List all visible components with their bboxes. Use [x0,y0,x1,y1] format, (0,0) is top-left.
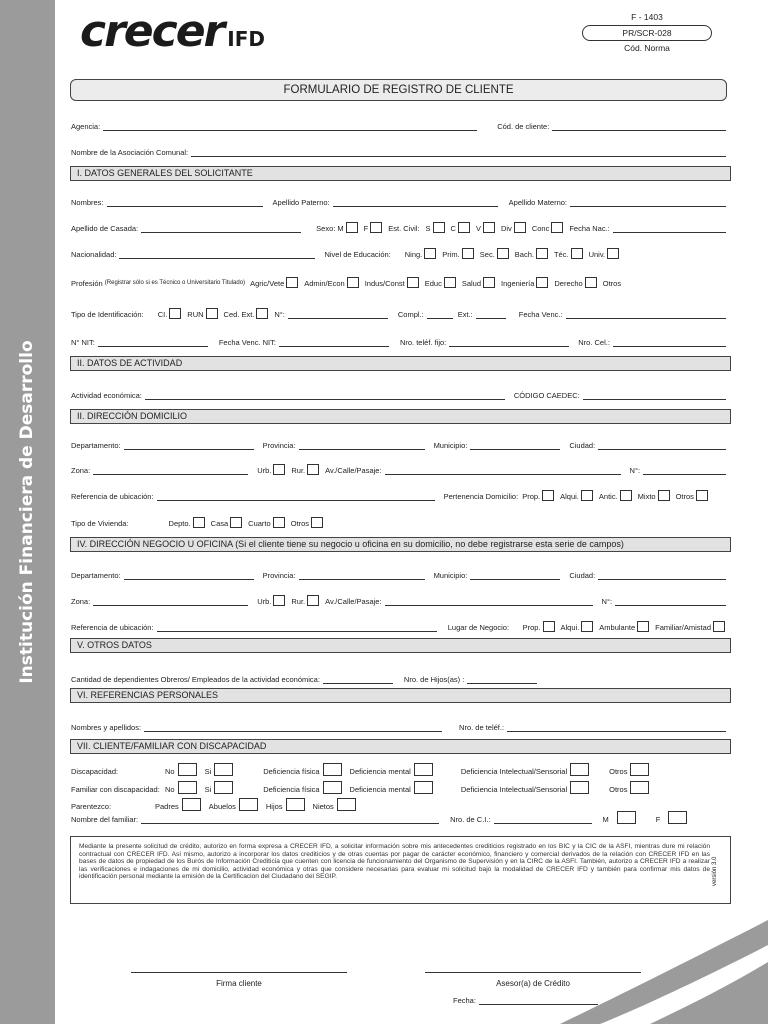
row-dom-depto [71,436,731,450]
sexo-m-label: Sexo: M [316,224,344,233]
edu-sec-checkbox[interactable] [497,248,509,259]
ext-label: Ext.: [457,310,473,319]
dom-zona-label: Zona: [71,466,91,475]
civil-div-label: Div [500,224,512,233]
row-neg-depto [71,566,731,580]
id-ced-ext-label: Ced. Ext. [223,310,255,319]
date-label: Fecha: [453,996,476,1005]
neg-provincia-label: Provincia: [262,571,296,580]
prof-salud-checkbox[interactable] [483,277,495,288]
dom-depto-label: Departamento: [71,441,121,450]
sidebar [0,0,55,1024]
crecer-logo [80,6,265,58]
advisor-signature-label: Asesor(a) de Crédito [496,979,570,988]
decorative-swoosh [500,900,768,1024]
neg-rur-checkbox[interactable] [307,595,319,606]
fecha-nac-field[interactable] [613,224,726,233]
dom-ref-field[interactable] [157,492,435,501]
nombres-field[interactable] [107,198,263,207]
par-hijos-label: Hijos [265,802,283,811]
cod-cliente-label: Cód. de cliente: [497,122,550,131]
nivel-edu-label: Nivel de Educación: [324,250,391,259]
fam-fisica-label: Deficiencia física [263,785,320,794]
norm-label: Cód. Norma [624,43,670,53]
hijos-label: Nro. de Hijos(as) : [403,675,465,684]
client-signature-label: Firma cliente [216,979,262,988]
row-nombres [71,193,731,207]
disc-otros-label: Otros [609,767,628,776]
hijos-field[interactable] [467,675,537,684]
form-codes [582,12,712,53]
edu-univ-label: Univ. [588,250,606,259]
logo-sub: IFD [227,27,265,51]
neg-provincia-field[interactable] [299,571,425,580]
row-dom-ref [71,487,731,501]
disc-intelectual-label: Deficiencia Intelectual/Sensorial [460,767,568,776]
viv-cuarto-checkbox[interactable] [273,517,285,528]
ap-casada-label: Apellido de Casada: [71,224,139,233]
nombres-label: Nombres: [71,198,104,207]
par-nietos-label: Nietos [312,802,334,811]
prof-derecho-label: Derecho [554,279,583,288]
neg-municipio-field[interactable] [470,571,560,580]
par-abuelos-label: Abuelos [208,802,236,811]
lug-alqui-label: Alqui. [560,623,580,632]
fam-si-label: Si [204,785,212,794]
row-agencia [71,117,731,131]
neg-av-label: Av./Calle/Pasaje: [325,597,382,606]
fam-fisica-checkbox[interactable] [323,781,342,794]
pert-otros-label: Otros [675,492,694,501]
lug-alqui-checkbox[interactable] [581,621,593,632]
asociacion-field[interactable] [191,148,726,157]
viv-otros-label: Otros [290,519,310,528]
edu-bach-checkbox[interactable] [536,248,548,259]
row-neg-ref [71,618,731,632]
id-run-label: RUN [187,310,204,319]
fecha-venc-field[interactable] [566,310,726,319]
neg-ciudad-field[interactable] [598,571,726,580]
pert-otros-checkbox[interactable] [696,490,708,501]
prof-otros-label: Otros [602,279,622,288]
ref-telf-field[interactable] [507,723,726,732]
civil-conc-checkbox[interactable] [551,222,563,233]
cod-cliente-field[interactable] [552,122,726,131]
ap-materno-label: Apellido Materno: [508,198,568,207]
neg-depto-label: Departamento: [71,571,121,580]
pert-antic-checkbox[interactable] [620,490,632,501]
civil-s-label: S [425,224,431,233]
pert-alqui-checkbox[interactable] [581,490,593,501]
id-no-label: N°: [274,310,285,319]
lug-familiar-checkbox[interactable] [713,621,725,632]
consent-text: Mediante la presente solicitud de crédito, autorizo en forma expresa a CRECER IFD, a solicitar información sobre mis antecedentes crediticios registrado en los BIC y la CIC de la ASFI, mientras dure mi relación contractual con CRECER IFD. Así mismo, autorizo a incorporar los datos crediticios y de otras cuentas por pagar de carácter económico, financiero y comercial derivados de la relación con CRECER IFD en las bases de datos de propiedad de los Burós de Información Crediticia que cuenten con licencia de funcionamiento del Organismo de Supervisión y en la CIRC de la ASFI. También, autorizo a CRECER IFD a realizar las verificaciones e indagaciones de mi domicilio, actividad económica y otras que considere necesarias para evaluar mi solicitud bajo la modalidad de CRECER IFD y también para confirmar mis datos de identificación personal mediante la emisión de la Certificacion del Ciudadano del SEGIP. [70,836,731,904]
fam-intelectual-checkbox[interactable] [570,781,589,794]
ext-field[interactable] [476,310,506,319]
id-ced-ext-checkbox[interactable] [256,308,268,319]
prof-salud-label: Salud [461,279,482,288]
dom-provincia-field[interactable] [299,441,425,450]
row-nombre-familiar [71,810,731,824]
dom-ciudad-label: Ciudad: [569,441,596,450]
dom-rur-label: Rur. [291,466,306,475]
row-neg-zona [71,592,731,606]
id-ci-label: CI. [157,310,168,319]
compl-field[interactable] [427,310,453,319]
pert-prop-checkbox[interactable] [542,490,554,501]
disc-mental-label: Deficiencia mental [349,767,411,776]
disc-otros-checkbox[interactable] [630,763,649,776]
neg-no-label: N°: [601,597,613,606]
fam-ci-field[interactable] [494,815,592,824]
agencia-field[interactable] [103,122,477,131]
fam-ci-label: Nro. de C.I.: [450,815,491,824]
prof-admin-checkbox[interactable] [347,277,359,288]
neg-municipio-label: Municipio: [433,571,468,580]
profesion-label: Profesión [71,279,103,288]
nacionalidad-field[interactable] [119,250,315,259]
row-profesion [71,274,731,288]
fam-no-checkbox[interactable] [178,781,197,794]
fam-mental-label: Deficiencia mental [349,785,411,794]
logo-main: crecer [80,6,224,57]
dom-rur-checkbox[interactable] [307,464,319,475]
pert-mixto-checkbox[interactable] [658,490,670,501]
lug-familiar-label: Familiar/Amistad [655,623,711,632]
sexo-f-label: F [363,224,369,233]
neg-ciudad-label: Ciudad: [569,571,596,580]
viv-depto-checkbox[interactable] [193,517,205,528]
dom-zona-field[interactable] [93,466,248,475]
disc-fisica-label: Deficiencia física [263,767,320,776]
telf-fijo-field[interactable] [449,338,569,347]
nit-field[interactable] [98,338,208,347]
nacionalidad-label: Nacionalidad: [71,250,117,259]
row-casada [71,219,731,233]
neg-av-field[interactable] [385,597,593,606]
dom-depto-field[interactable] [124,441,254,450]
id-ci-checkbox[interactable] [169,308,181,319]
viv-depto-label: Depto. [168,519,191,528]
prof-agric-checkbox[interactable] [286,277,298,288]
dom-av-label: Av./Calle/Pasaje: [325,466,382,475]
profesion-note: (Registrar sólo si es Técnico o Universitario Titulado) [104,280,246,286]
section-2-header: II. DATOS DE ACTIVIDAD [70,356,731,371]
fam-no-label: No [165,785,175,794]
caedec-field[interactable] [583,391,726,400]
lug-prop-checkbox[interactable] [543,621,555,632]
fam-m-label: M [602,815,609,824]
edu-univ-checkbox[interactable] [607,248,619,259]
neg-ref-field[interactable] [157,623,437,632]
ap-materno-field[interactable] [570,198,726,207]
telf-fijo-label: Nro. teléf. fijo: [399,338,447,347]
edu-ning-label: Ning. [404,250,423,259]
prof-ing-checkbox[interactable] [536,277,548,288]
edu-prim-label: Prim. [442,250,460,259]
disc-mental-checkbox[interactable] [414,763,433,776]
viv-casa-checkbox[interactable] [230,517,242,528]
viv-otros-checkbox[interactable] [311,517,323,528]
viv-casa-label: Casa [210,519,229,528]
dom-no-field[interactable] [643,466,726,475]
vivienda-label: Tipo de Vivienda: [71,519,129,528]
row-asociacion [71,143,731,157]
pertenencia-label: Pertenencia Domicilio: [443,492,519,501]
compl-label: Compl.: [397,310,424,319]
ap-paterno-field[interactable] [333,198,498,207]
client-signature-line[interactable] [131,972,347,988]
sidebar-text: Institución Financiera de Desarrollo [17,340,37,684]
dependientes-label: Cantidad de dependientes Obreros/ Empleados de la actividad económica: [71,675,320,684]
lug-ambulante-checkbox[interactable] [637,621,649,632]
cel-label: Nro. Cel.: [578,338,610,347]
edu-ning-checkbox[interactable] [424,248,436,259]
dom-urb-label: Urb. [257,466,272,475]
prof-ing-label: Ingeniería [501,279,535,288]
disc-no-label: No [165,767,175,776]
row-nacionalidad [71,245,731,259]
pert-alqui-label: Alqui. [560,492,579,501]
ap-paterno-label: Apellido Paterno: [272,198,330,207]
fam-f-checkbox[interactable] [668,811,687,824]
civil-div-checkbox[interactable] [514,222,526,233]
dom-ref-label: Referencia de ubicación: [71,492,154,501]
id-no-field[interactable] [288,310,388,319]
lug-ambulante-label: Ambulante [599,623,636,632]
neg-urb-label: Urb. [257,597,272,606]
disc-si-label: Si [204,767,212,776]
prof-agric-label: Agric/Vete [250,279,285,288]
dom-municipio-label: Municipio: [433,441,468,450]
pert-mixto-label: Mixto [637,492,656,501]
tipo-id-label: Tipo de Identificación: [71,310,144,319]
prof-educ-checkbox[interactable] [444,277,456,288]
edu-sec-label: Sec. [479,250,495,259]
nit-label: N° NIT: [71,338,95,347]
advisor-signature-line[interactable] [425,972,641,988]
row-familiar-disc [71,780,731,794]
pert-antic-label: Antic. [598,492,618,501]
neg-ref-label: Referencia de ubicación: [71,623,154,632]
fam-f-label: F [655,815,661,824]
prof-admin-label: Admin/Econ [304,279,345,288]
viv-cuarto-label: Cuarto [248,519,271,528]
row-dependientes [71,670,731,684]
fecha-venc-label: Fecha Venc.: [518,310,563,319]
fam-mental-checkbox[interactable] [414,781,433,794]
section-3-header: II. DIRECCIÓN DOMICILIO [70,409,731,424]
neg-depto-field[interactable] [124,571,254,580]
section-1-header: I. DATOS GENERALES DEL SOLICITANTE [70,166,731,181]
dom-av-field[interactable] [385,466,621,475]
row-actividad [71,386,731,400]
fecha-nac-label: Fecha Nac.: [569,224,610,233]
ap-casada-field[interactable] [141,224,301,233]
neg-zona-field[interactable] [93,597,248,606]
ref-telf-label: Nro. de teléf.: [459,723,505,732]
lug-prop-label: Prop. [522,623,541,632]
edu-bach-label: Bach. [514,250,534,259]
prof-educ-label: Educ [424,279,442,288]
disc-no-checkbox[interactable] [178,763,197,776]
civil-conc-label: Conc [531,224,550,233]
prof-indus-checkbox[interactable] [407,277,419,288]
fecha-venc-nit-field[interactable] [279,338,389,347]
civil-s-checkbox[interactable] [433,222,445,233]
neg-urb-checkbox[interactable] [273,595,285,606]
ref-nombres-label: Nombres y apellidos: [71,723,142,732]
neg-rur-label: Rur. [291,597,306,606]
pert-prop-label: Prop. [522,492,541,501]
row-fecha [453,991,603,1005]
id-run-checkbox[interactable] [206,308,218,319]
fam-intelectual-label: Deficiencia Intelectual/Sensorial [460,785,568,794]
civil-c-label: C [450,224,456,233]
neg-no-field[interactable] [615,597,726,606]
section-5-header: V. OTROS DATOS [70,638,731,653]
dom-no-label: N°: [629,466,641,475]
ref-nombres-field[interactable] [144,723,442,732]
nombre-familiar-label: Nombre del familiar: [71,815,139,824]
prof-indus-label: Indus/Const [364,279,405,288]
row-parentezco [71,797,731,811]
civil-v-label: V [475,224,481,233]
fam-m-checkbox[interactable] [617,811,636,824]
section-7-header: VII. CLIENTE/FAMILIAR CON DISCAPACIDAD [70,739,731,754]
form-title: FORMULARIO DE REGISTRO DE CLIENTE [70,79,727,101]
civil-c-checkbox[interactable] [458,222,470,233]
est-civil-label: Est. Civil: [388,224,420,233]
row-vivienda [71,514,731,528]
date-field[interactable] [479,996,598,1005]
fecha-venc-nit-label: Fecha Venc. NIT: [218,338,276,347]
dom-ciudad-field[interactable] [598,441,726,450]
fam-otros-label: Otros [609,785,628,794]
row-tipo-id [71,305,731,319]
par-padres-label: Padres [155,802,179,811]
edu-tec-checkbox[interactable] [571,248,583,259]
dom-provincia-label: Provincia: [262,441,296,450]
row-discapacidad [71,762,731,776]
version-label: versión 3.0 [712,856,718,886]
fam-disc-label: Familiar con discapacidad: [71,785,160,794]
row-nit [71,333,731,347]
row-dom-zona [71,461,731,475]
sexo-f-checkbox[interactable] [370,222,382,233]
actividad-field[interactable] [145,391,505,400]
disc-label: Discapacidad: [71,767,119,776]
neg-zona-label: Zona: [71,597,91,606]
edu-prim-checkbox[interactable] [462,248,474,259]
sexo-m-checkbox[interactable] [346,222,358,233]
section-4-header: IV. DIRECCIÓN NEGOCIO U OFICINA (Si el cliente tiene su negocio u oficina en su domicilio, no debe registrarse esta serie de campos) [70,537,731,552]
prof-derecho-checkbox[interactable] [585,277,597,288]
parentezco-label: Parentezco: [71,802,112,811]
asociacion-label: Nombre de la Asociación Comunal: [71,148,189,157]
dependientes-field[interactable] [323,675,393,684]
fam-si-checkbox[interactable] [214,781,233,794]
agencia-label: Agencia: [71,122,101,131]
fam-otros-checkbox[interactable] [630,781,649,794]
form-code: F - 1403 [631,12,663,22]
disc-si-checkbox[interactable] [214,763,233,776]
cel-field[interactable] [613,338,726,347]
edu-tec-label: Téc. [553,250,569,259]
ref-code: PR/SCR-028 [582,25,712,41]
row-referencias [71,718,731,732]
dom-municipio-field[interactable] [470,441,560,450]
section-6-header: VI. REFERENCIAS PERSONALES [70,688,731,703]
disc-intelectual-checkbox[interactable] [570,763,589,776]
lugar-label: Lugar de Negocio: [447,623,510,632]
actividad-label: Actividad económica: [71,391,142,400]
nombre-familiar-field[interactable] [141,815,439,824]
civil-v-checkbox[interactable] [483,222,495,233]
caedec-label: CÓDIGO CAEDEC: [513,391,580,400]
dom-urb-checkbox[interactable] [273,464,285,475]
disc-fisica-checkbox[interactable] [323,763,342,776]
